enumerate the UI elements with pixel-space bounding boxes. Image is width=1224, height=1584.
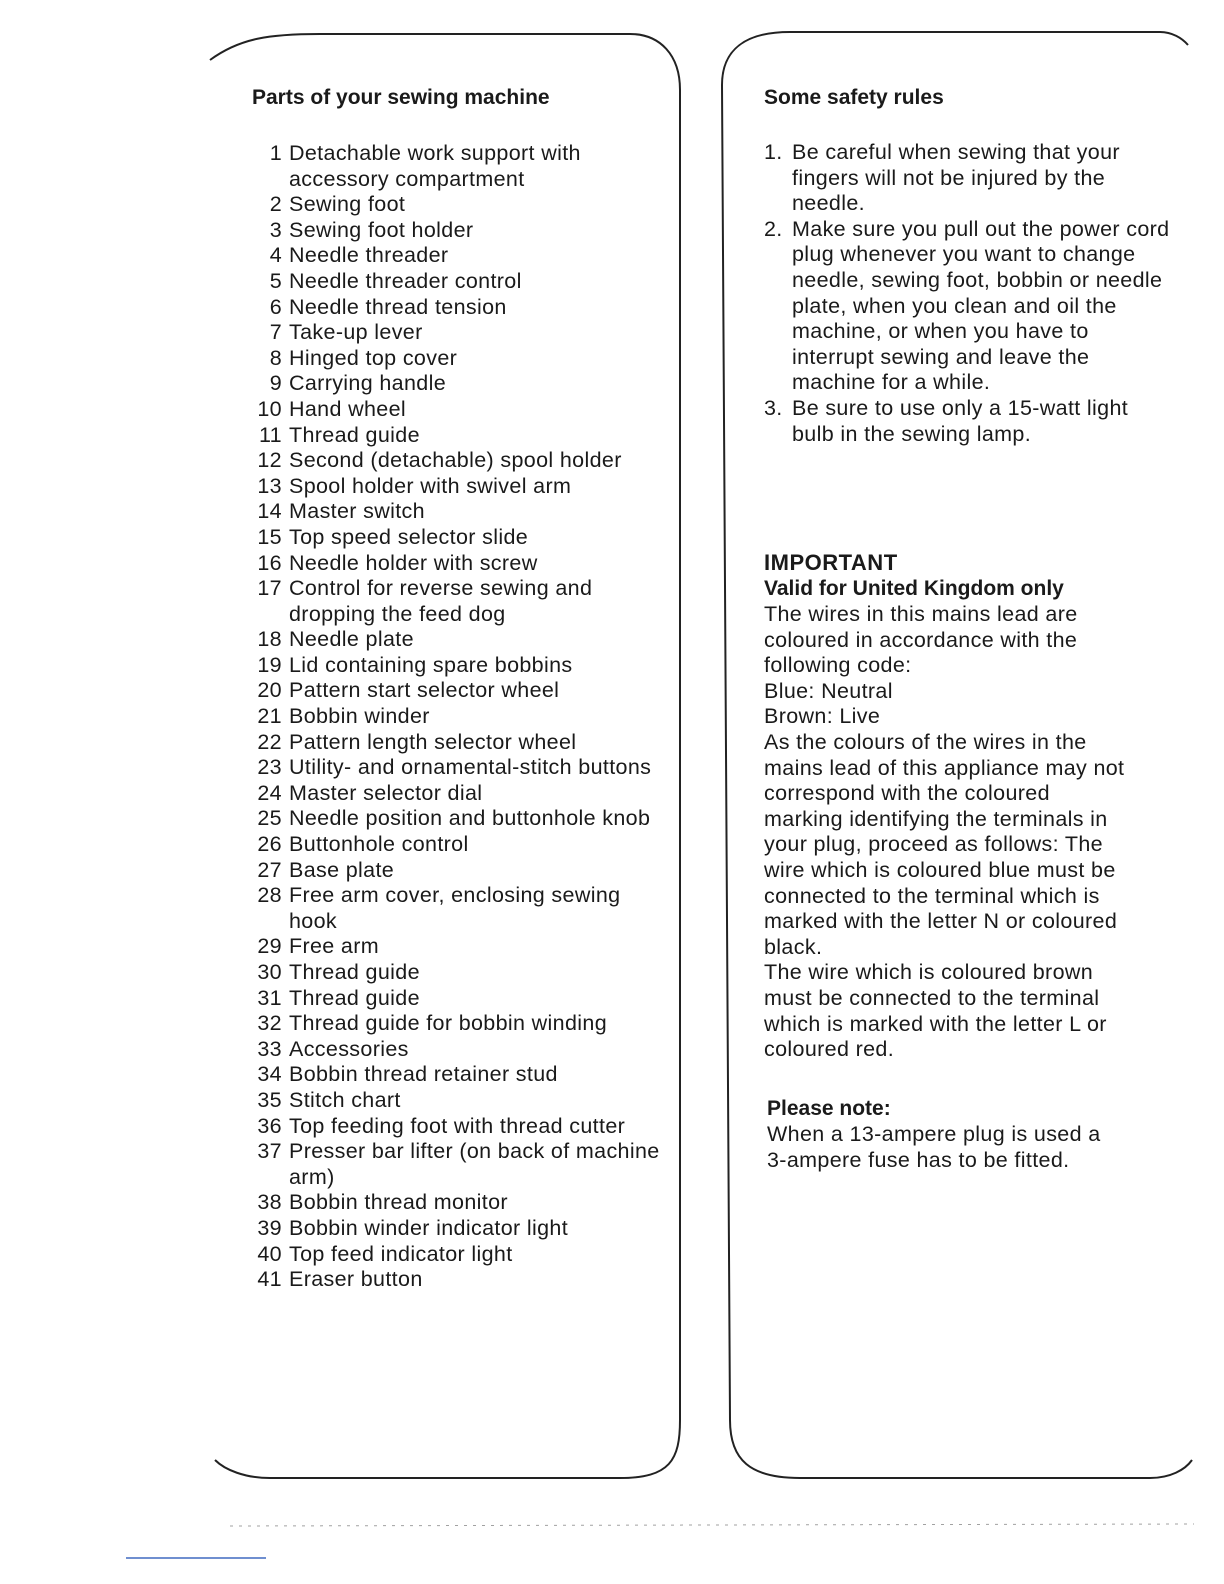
note-body bbox=[767, 1122, 1187, 1173]
part-label: Free arm cover, enclosing sewing hook bbox=[289, 883, 621, 933]
part-number: 3 bbox=[269, 217, 282, 242]
part-item bbox=[252, 1037, 672, 1063]
part-item bbox=[252, 627, 672, 653]
part-number: 40 bbox=[257, 1241, 282, 1266]
part-number: 19 bbox=[257, 652, 282, 677]
part-number: 22 bbox=[257, 729, 282, 754]
part-label: Sewing foot bbox=[289, 192, 406, 217]
note-title: Please note: bbox=[767, 1097, 891, 1120]
part-item bbox=[252, 781, 672, 807]
part-number: 38 bbox=[257, 1190, 282, 1215]
important-body bbox=[764, 602, 1184, 1063]
rule-text: Be sure to use only a 15-watt light bulb in the sewing lamp. bbox=[792, 395, 1129, 446]
part-label: Master switch bbox=[289, 499, 425, 524]
part-label: Accessories bbox=[289, 1036, 409, 1061]
parts-heading: Parts of your sewing machine bbox=[252, 86, 550, 109]
important-line: The wires in this mains lead are bbox=[764, 602, 1078, 626]
part-label: Thread guide bbox=[289, 985, 420, 1010]
part-item bbox=[252, 1062, 672, 1088]
part-item bbox=[252, 218, 672, 244]
important-line: Blue: Neutral bbox=[764, 678, 893, 703]
part-item bbox=[252, 832, 672, 858]
part-label: Second (detachable) spool holder bbox=[289, 448, 622, 473]
part-item bbox=[252, 730, 672, 756]
important-line: must be connected to the terminal bbox=[764, 985, 1100, 1010]
part-number: 9 bbox=[269, 371, 282, 396]
part-label: Top feed indicator light bbox=[289, 1241, 513, 1266]
part-item bbox=[252, 704, 672, 730]
important-line: which is marked with the letter L or bbox=[764, 1011, 1107, 1036]
important-line: Brown: Live bbox=[764, 704, 881, 729]
rule-text: Be careful when sewing that your fingers will not be injured by the needle. bbox=[792, 140, 1120, 216]
part-label: Bobbin thread monitor bbox=[289, 1190, 508, 1215]
part-number: 34 bbox=[257, 1062, 282, 1087]
part-label: Thread guide bbox=[289, 960, 420, 984]
important-subtitle: Valid for United Kingdom only bbox=[764, 577, 1064, 600]
part-label: Pattern length selector wheel bbox=[289, 729, 577, 754]
part-number: 18 bbox=[257, 627, 282, 652]
part-number: 26 bbox=[257, 832, 282, 857]
safety-section bbox=[764, 84, 1184, 447]
part-number: 14 bbox=[257, 499, 282, 524]
part-item bbox=[252, 423, 672, 449]
safety-rule bbox=[764, 396, 1184, 447]
part-number: 35 bbox=[257, 1087, 282, 1112]
part-label: Needle position and buttonhole knob bbox=[289, 806, 651, 831]
part-label: Hand wheel bbox=[289, 396, 407, 421]
part-label: Eraser button bbox=[289, 1267, 423, 1292]
part-label: Needle plate bbox=[289, 627, 414, 652]
part-item bbox=[252, 474, 672, 500]
safety-rule bbox=[764, 217, 1184, 396]
part-label: Sewing foot holder bbox=[289, 217, 474, 242]
important-line: your plug, proceed as follows: The bbox=[764, 832, 1103, 857]
part-label: Utility- and ornamental-stitch buttons bbox=[289, 755, 652, 780]
part-label: Needle thread tension bbox=[289, 294, 507, 319]
part-number: 23 bbox=[257, 755, 282, 780]
safety-rule bbox=[764, 140, 1184, 217]
part-item bbox=[252, 858, 672, 884]
part-item bbox=[252, 1011, 672, 1037]
part-number: 24 bbox=[257, 780, 282, 805]
part-number: 13 bbox=[257, 473, 282, 498]
part-number: 41 bbox=[257, 1267, 282, 1292]
important-line: correspond with the coloured bbox=[764, 781, 1050, 806]
important-line: mains lead of this appliance may not bbox=[764, 755, 1125, 780]
important-line: As the colours of the wires in the bbox=[764, 729, 1087, 754]
safety-rules-list bbox=[764, 140, 1184, 447]
part-label: Top speed selector slide bbox=[289, 524, 529, 549]
part-item bbox=[252, 1088, 672, 1114]
part-label: Bobbin thread retainer stud bbox=[289, 1062, 558, 1087]
part-item bbox=[252, 141, 672, 192]
right-panel-border bbox=[722, 32, 1188, 85]
part-number: 20 bbox=[257, 678, 282, 703]
part-number: 4 bbox=[269, 243, 282, 268]
part-item bbox=[252, 678, 672, 704]
part-number: 7 bbox=[269, 320, 282, 345]
part-number: 11 bbox=[258, 422, 282, 447]
part-item bbox=[252, 986, 672, 1012]
part-label: Detachable work support with accessory compartment bbox=[289, 141, 581, 191]
note-line: 3-ampere fuse has to be fitted. bbox=[767, 1147, 1070, 1172]
rule-number: 1. bbox=[764, 140, 783, 164]
part-number: 28 bbox=[257, 883, 282, 908]
part-label: Bobbin winder bbox=[289, 704, 430, 729]
safety-heading: Some safety rules bbox=[764, 86, 944, 109]
important-line: black. bbox=[764, 934, 823, 959]
part-label: Needle threader bbox=[289, 243, 449, 268]
parts-list bbox=[252, 141, 672, 1293]
part-label: Hinged top cover bbox=[289, 345, 458, 370]
part-number: 10 bbox=[257, 396, 282, 421]
part-label: Free arm bbox=[289, 934, 380, 959]
part-item bbox=[252, 883, 672, 934]
part-number: 25 bbox=[257, 806, 282, 831]
part-label: Presser bar lifter (on back of machine arm) bbox=[289, 1139, 660, 1189]
part-label: Needle threader control bbox=[289, 268, 522, 293]
part-number: 27 bbox=[257, 857, 282, 882]
part-label: Needle holder with screw bbox=[289, 550, 538, 575]
part-number: 33 bbox=[257, 1036, 282, 1061]
part-label: Thread guide bbox=[289, 422, 420, 447]
important-title: IMPORTANT bbox=[764, 550, 898, 575]
part-item bbox=[252, 934, 672, 960]
scan-artifact-line bbox=[230, 1524, 1194, 1526]
part-label: Thread guide for bobbin winding bbox=[289, 1011, 608, 1036]
part-item bbox=[252, 320, 672, 346]
part-item bbox=[252, 551, 672, 577]
rule-text: Make sure you pull out the power cord plug whenever you want to change needle, sewing foot, bobbin or needle plate, when you clean and oil the machine, or when you have to interrupt sewing and leave the machine for a while. bbox=[792, 216, 1170, 395]
rule-number: 2. bbox=[764, 216, 783, 241]
part-label: Spool holder with swivel arm bbox=[289, 473, 572, 498]
part-label: Take-up lever bbox=[289, 320, 423, 345]
parts-section bbox=[252, 84, 672, 1293]
part-item bbox=[252, 1139, 672, 1190]
important-line: following code: bbox=[764, 653, 912, 678]
part-label: Bobbin winder indicator light bbox=[289, 1215, 569, 1240]
part-item bbox=[252, 371, 672, 397]
rule-number: 3. bbox=[764, 395, 783, 420]
part-item bbox=[252, 653, 672, 679]
part-number: 30 bbox=[257, 960, 282, 984]
note-section bbox=[767, 1096, 1187, 1173]
important-line: wire which is coloured blue must be bbox=[764, 857, 1116, 882]
part-number: 31 bbox=[257, 985, 282, 1010]
part-number: 2 bbox=[269, 192, 282, 217]
part-number: 15 bbox=[257, 524, 282, 549]
part-item bbox=[252, 806, 672, 832]
part-item bbox=[252, 499, 672, 525]
part-number: 39 bbox=[257, 1215, 282, 1240]
part-item bbox=[252, 1190, 672, 1216]
part-item bbox=[252, 1242, 672, 1268]
part-item bbox=[252, 1114, 672, 1140]
note-line: When a 13-ampere plug is used a bbox=[767, 1122, 1101, 1146]
part-item bbox=[252, 397, 672, 423]
part-label: Buttonhole control bbox=[289, 832, 469, 857]
part-item bbox=[252, 243, 672, 269]
part-item bbox=[252, 525, 672, 551]
part-number: 32 bbox=[257, 1011, 282, 1036]
part-label: Pattern start selector wheel bbox=[289, 678, 560, 703]
part-number: 36 bbox=[257, 1113, 282, 1138]
part-number: 29 bbox=[257, 934, 282, 959]
part-number: 21 bbox=[257, 704, 282, 729]
part-label: Lid containing spare bobbins bbox=[289, 652, 573, 677]
important-line: coloured in accordance with the bbox=[764, 627, 1078, 652]
important-line: connected to the terminal which is bbox=[764, 883, 1100, 908]
part-item bbox=[252, 269, 672, 295]
part-item bbox=[252, 1216, 672, 1242]
important-section bbox=[764, 550, 1184, 1063]
part-number: 37 bbox=[257, 1139, 282, 1164]
part-item bbox=[252, 1267, 672, 1293]
part-number: 6 bbox=[269, 294, 282, 319]
important-line: coloured red. bbox=[764, 1037, 895, 1062]
part-item bbox=[252, 192, 672, 218]
part-label: Stitch chart bbox=[289, 1087, 401, 1112]
part-item bbox=[252, 448, 672, 474]
part-label: Top feeding foot with thread cutter bbox=[289, 1113, 626, 1138]
important-line: The wire which is coloured brown bbox=[764, 960, 1094, 985]
part-label: Control for reverse sewing and dropping the feed dog bbox=[289, 576, 593, 626]
part-item bbox=[252, 755, 672, 781]
part-item bbox=[252, 576, 672, 627]
important-line: marking identifying the terminals in bbox=[764, 806, 1108, 831]
part-number: 16 bbox=[257, 550, 282, 575]
part-number: 5 bbox=[269, 268, 282, 293]
part-number: 8 bbox=[269, 345, 282, 370]
part-label: Master selector dial bbox=[289, 780, 483, 805]
part-number: 1 bbox=[269, 141, 282, 165]
part-item bbox=[252, 346, 672, 372]
part-number: 12 bbox=[257, 448, 282, 473]
part-label: Base plate bbox=[289, 857, 395, 882]
part-number: 17 bbox=[257, 576, 282, 601]
part-item bbox=[252, 960, 672, 986]
part-item bbox=[252, 295, 672, 321]
important-line: marked with the letter N or coloured bbox=[764, 909, 1118, 934]
part-label: Carrying handle bbox=[289, 371, 447, 396]
